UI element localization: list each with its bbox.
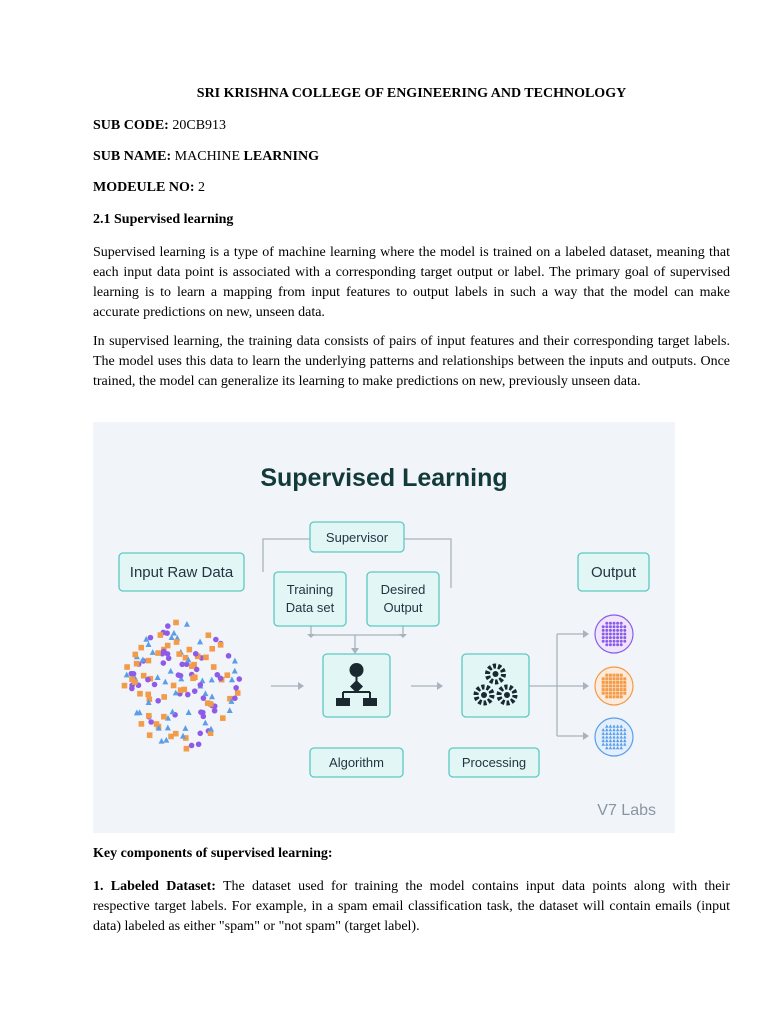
cluster-point	[613, 622, 616, 625]
cluster-point	[616, 633, 619, 636]
cluster-point	[602, 685, 605, 688]
cluster-point	[602, 692, 605, 695]
data-point	[184, 746, 190, 752]
cluster-point	[609, 640, 612, 643]
cluster-point	[613, 692, 616, 695]
data-point	[165, 643, 171, 649]
data-point	[162, 679, 168, 685]
cluster-point	[613, 674, 616, 677]
cluster-point	[613, 636, 616, 639]
output-arrowhead-2	[583, 682, 589, 690]
cluster-point	[613, 640, 616, 643]
cluster-point	[609, 692, 612, 695]
cluster-point	[623, 640, 626, 643]
training-data-box	[274, 572, 346, 626]
cluster-point	[609, 695, 612, 698]
data-point	[155, 650, 161, 656]
cluster-point	[602, 633, 605, 636]
key-component-1	[93, 877, 730, 937]
cluster-point	[609, 677, 612, 680]
sub-code-label: SUB CODE:	[93, 118, 169, 133]
data-point	[225, 672, 231, 678]
output-arrowhead-1	[583, 630, 589, 638]
orange-output-cluster	[595, 667, 633, 705]
key-component-1-label: 1. Labeled Dataset:	[93, 879, 216, 894]
data-point	[155, 698, 161, 704]
output-label: Output	[590, 564, 637, 581]
cluster-point	[620, 688, 623, 691]
desired-arrowhead	[399, 634, 407, 638]
sub-name-line	[93, 149, 319, 165]
data-point	[165, 651, 171, 657]
down-arrowhead	[351, 648, 359, 654]
data-point	[150, 649, 156, 655]
cluster-point	[613, 681, 616, 684]
data-point	[165, 623, 171, 629]
processing-icon-box	[462, 654, 529, 717]
data-point	[209, 693, 215, 699]
college-title: SRI KRISHNA COLLEGE OF ENGINEERING AND TECHNOLOGY	[196, 86, 627, 101]
data-point	[203, 655, 209, 661]
data-point	[185, 692, 191, 698]
data-point	[182, 725, 188, 731]
desired-output-box	[367, 572, 439, 626]
data-point	[212, 708, 218, 714]
data-point	[158, 632, 164, 638]
cluster-point	[616, 640, 619, 643]
data-point	[155, 674, 161, 680]
input-arrowhead	[298, 682, 304, 690]
data-point	[148, 719, 154, 725]
data-point	[196, 741, 202, 747]
raw-data-scatter	[122, 620, 242, 752]
cluster-point	[605, 636, 608, 639]
supervisor-label: Supervisor	[325, 530, 389, 545]
training-to-algorithm-connector	[311, 626, 355, 648]
cluster-point	[605, 643, 608, 646]
sub-name-value-1: MACHINE	[174, 149, 241, 164]
data-point	[232, 668, 238, 674]
data-point	[233, 685, 239, 691]
data-point	[148, 635, 154, 641]
data-point	[198, 682, 204, 688]
cluster-point	[613, 643, 616, 646]
data-point	[146, 713, 152, 719]
data-point	[132, 652, 138, 658]
data-point	[174, 639, 180, 645]
data-point	[141, 673, 147, 679]
data-point	[194, 667, 200, 673]
data-point	[178, 673, 184, 679]
data-point	[131, 671, 137, 677]
processing-label: Processing	[461, 755, 527, 770]
cluster-point	[616, 688, 619, 691]
cluster-point	[616, 685, 619, 688]
data-point	[232, 695, 238, 701]
cluster-point	[609, 629, 612, 632]
data-point	[205, 700, 211, 706]
cluster-point	[602, 629, 605, 632]
cluster-point	[616, 692, 619, 695]
data-point	[192, 688, 198, 694]
data-point	[209, 646, 215, 652]
cluster-point	[602, 625, 605, 628]
cluster-point	[609, 674, 612, 677]
data-point	[198, 709, 204, 715]
cluster-point	[605, 625, 608, 628]
cluster-point	[605, 692, 608, 695]
data-point	[232, 658, 238, 664]
data-point	[209, 677, 215, 683]
cluster-point	[623, 633, 626, 636]
cluster-point	[602, 681, 605, 684]
paragraph-1: Supervised learning is a type of machine learning where the model is trained on a labeled dataset, meaning that each input data point is associated with a corresponding target output or label. The primary goal of supervised learning is to learn a mapping from input features to output labels in such a way that the model can make accurate predictions on new, unseen data.	[93, 245, 730, 320]
cluster-point	[609, 633, 612, 636]
cluster-point	[620, 640, 623, 643]
data-point	[161, 714, 167, 720]
data-point	[145, 677, 151, 683]
data-point	[201, 695, 207, 701]
cluster-point	[623, 677, 626, 680]
cluster-point	[620, 681, 623, 684]
cluster-point	[609, 688, 612, 691]
sub-name-label: SUB NAME:	[93, 149, 172, 164]
data-point	[236, 676, 242, 682]
cluster-point	[616, 677, 619, 680]
cluster-point	[602, 677, 605, 680]
cluster-point	[609, 625, 612, 628]
data-point	[171, 683, 177, 689]
cluster-point	[602, 640, 605, 643]
desired-to-algorithm-connector	[355, 626, 403, 635]
algorithm-arrowhead	[437, 682, 443, 690]
data-point	[235, 690, 241, 696]
cluster-point	[605, 695, 608, 698]
cluster-point	[620, 674, 623, 677]
cluster-point	[613, 677, 616, 680]
data-point	[134, 661, 140, 667]
sub-code-line	[93, 118, 226, 134]
data-point	[179, 662, 185, 668]
cluster-point	[613, 633, 616, 636]
cluster-point	[616, 674, 619, 677]
cluster-point	[605, 677, 608, 680]
sub-name-value-2: LEARNING	[243, 149, 319, 164]
data-point	[202, 720, 208, 726]
cluster-point	[609, 681, 612, 684]
cluster-point	[605, 640, 608, 643]
cluster-point	[620, 625, 623, 628]
data-point	[186, 709, 192, 715]
data-point	[202, 690, 208, 696]
data-point	[184, 621, 190, 627]
data-point	[197, 639, 203, 645]
paragraph-2: In supervised learning, the training data consists of pairs of input features and their corresponding target labels. The model uses this data to learn the underlying patterns and relationships between the inputs and outputs. Once trained, the model can generalize its learning to make predictions on new, previously unseen data.	[93, 334, 730, 389]
input-raw-data-label: Input Raw Data	[129, 564, 234, 581]
v7-labs-watermark: V7 Labs	[597, 802, 656, 819]
data-point	[137, 691, 143, 697]
data-point	[220, 715, 226, 721]
data-point	[189, 663, 195, 669]
cluster-point	[623, 629, 626, 632]
cluster-point	[620, 695, 623, 698]
data-point	[189, 743, 195, 749]
desired-label-1: Desired	[380, 582, 426, 597]
data-point	[176, 651, 182, 657]
data-point	[168, 734, 174, 740]
cluster-point	[620, 692, 623, 695]
data-point	[215, 672, 221, 678]
cluster-point	[613, 629, 616, 632]
cluster-point	[616, 695, 619, 698]
data-point	[159, 738, 165, 744]
data-point	[161, 694, 167, 700]
cluster-point	[605, 688, 608, 691]
cluster-point	[605, 622, 608, 625]
key-component-1-text: The dataset used for training the model contains input data points along with their respective target labels. For example, in a spam email classification task, the dataset will contain emails (input data) labeled as either "spam" or "not spam" (target label).	[93, 879, 730, 934]
data-point	[152, 682, 158, 688]
data-point	[206, 632, 212, 638]
cluster-point	[613, 625, 616, 628]
data-point	[124, 664, 130, 670]
cluster-point	[616, 636, 619, 639]
data-point	[168, 668, 174, 674]
data-point	[138, 645, 144, 651]
data-point	[145, 692, 151, 698]
cluster-point	[620, 677, 623, 680]
cluster-point	[605, 633, 608, 636]
cluster-point	[616, 681, 619, 684]
supervisor-left-connector	[263, 539, 310, 572]
blue-output-cluster	[595, 718, 633, 756]
output-arrowhead-3	[583, 732, 589, 740]
data-point	[165, 725, 171, 731]
data-point	[161, 660, 167, 666]
cluster-point	[616, 622, 619, 625]
section-heading: 2.1 Supervised learning	[93, 212, 234, 227]
cluster-point	[602, 636, 605, 639]
data-point	[178, 687, 184, 693]
cluster-point	[623, 692, 626, 695]
purple-output-cluster	[595, 615, 633, 653]
cluster-point	[605, 629, 608, 632]
cluster-point	[616, 629, 619, 632]
cluster-point	[605, 685, 608, 688]
training-label-1: Training	[286, 582, 334, 597]
training-label-2: Data set	[285, 600, 335, 615]
figure-title: Supervised Learning	[260, 464, 508, 492]
data-point	[187, 647, 193, 653]
cluster-point	[609, 622, 612, 625]
cluster-point	[623, 688, 626, 691]
data-point	[171, 630, 177, 636]
data-point	[192, 674, 198, 680]
data-point	[147, 732, 153, 738]
module-label: MODEULE NO:	[93, 180, 195, 195]
desired-label-2: Output	[383, 600, 423, 615]
cluster-point	[609, 685, 612, 688]
data-point	[193, 651, 199, 657]
figure-diagram	[93, 422, 675, 833]
data-point	[132, 679, 138, 685]
cluster-point	[623, 625, 626, 628]
data-point	[226, 653, 232, 659]
cluster-point	[623, 681, 626, 684]
module-line	[93, 180, 205, 196]
cluster-point	[623, 636, 626, 639]
data-point	[227, 707, 233, 713]
cluster-point	[620, 622, 623, 625]
cluster-point	[605, 681, 608, 684]
data-point	[197, 731, 203, 737]
sub-code-value: 20CB913	[172, 118, 227, 133]
cluster-point	[613, 685, 616, 688]
cluster-point	[613, 695, 616, 698]
cluster-point	[620, 643, 623, 646]
cluster-point	[605, 674, 608, 677]
cluster-point	[620, 685, 623, 688]
data-point	[173, 620, 179, 626]
supervised-learning-figure	[93, 422, 675, 833]
cluster-point	[620, 633, 623, 636]
data-point	[211, 664, 217, 670]
data-point	[122, 683, 128, 689]
cluster-point	[616, 643, 619, 646]
data-point	[213, 637, 219, 643]
data-point	[139, 721, 145, 727]
cluster-point	[623, 685, 626, 688]
algorithm-label: Algorithm	[329, 755, 384, 770]
cluster-point	[609, 643, 612, 646]
cluster-point	[620, 636, 623, 639]
cluster-point	[609, 636, 612, 639]
cluster-point	[616, 625, 619, 628]
cluster-point	[602, 688, 605, 691]
data-point	[146, 658, 152, 664]
training-arrowhead	[307, 634, 315, 638]
data-point	[218, 642, 224, 648]
cluster-point	[613, 688, 616, 691]
data-point	[169, 709, 175, 715]
cluster-point	[620, 629, 623, 632]
key-components-heading: Key components of supervised learning:	[93, 846, 333, 861]
module-value: 2	[198, 180, 205, 195]
data-point	[145, 641, 151, 647]
